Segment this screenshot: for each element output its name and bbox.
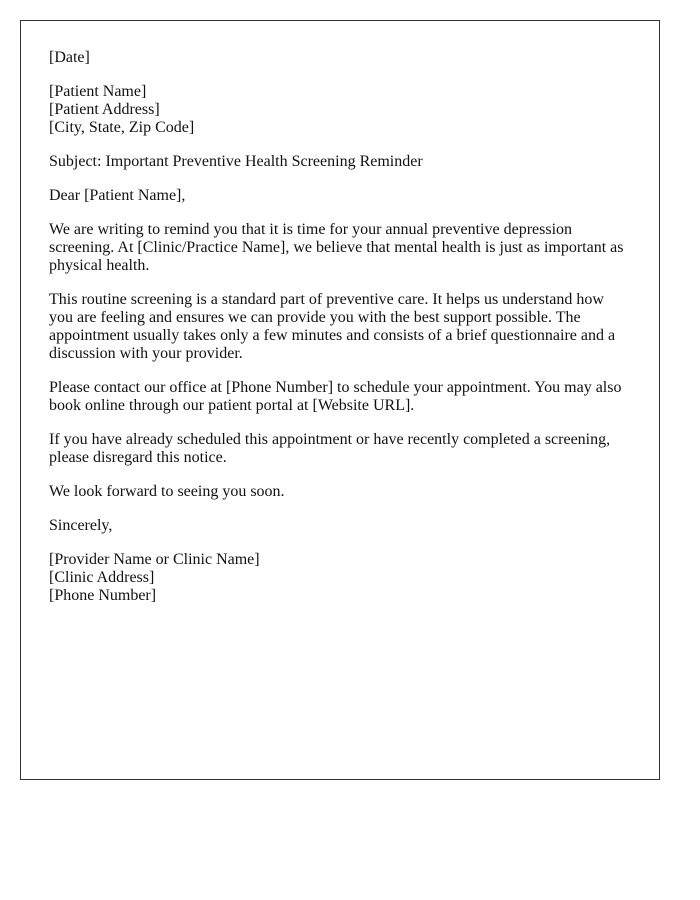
recipient-name: [Patient Name] (49, 83, 147, 100)
signature-provider: [Provider Name or Clinic Name] (49, 551, 260, 568)
signature-address: [Clinic Address] (49, 569, 155, 586)
body-paragraph: Please contact our office at [Phone Number] to schedule your appointment. You may also book online through our patient portal at [Website URL]. (49, 379, 622, 414)
signature-phone: [Phone Number] (49, 587, 157, 604)
letter-subject: Subject: Important Preventive Health Screening Reminder (49, 153, 423, 170)
body-paragraph: We look forward to seeing you soon. (49, 483, 285, 500)
body-paragraph: We are writing to remind you that it is time for your annual preventive depression screening. At [Clinic/Practice Name], we believe that mental health is just as important as physical health. (49, 221, 624, 274)
recipient-city-state-zip: [City, State, Zip Code] (49, 119, 195, 136)
recipient-block (49, 83, 631, 137)
signature-block (49, 551, 631, 605)
letter-page (20, 20, 660, 780)
body-paragraph: This routine screening is a standard part of preventive care. It helps us understand how you are feeling and ensures we can provide you with the best support possible. The appointment usually takes only a few minutes and consists of a brief questionnaire and a discussion with your provider. (49, 291, 616, 362)
body-paragraph: If you have already scheduled this appointment or have recently completed a screening, please disregard this notice. (49, 431, 611, 466)
letter-salutation: Dear [Patient Name], (49, 187, 186, 204)
letter-closing: Sincerely, (49, 517, 113, 534)
letter-date: [Date] (49, 49, 90, 66)
recipient-address: [Patient Address] (49, 101, 160, 118)
